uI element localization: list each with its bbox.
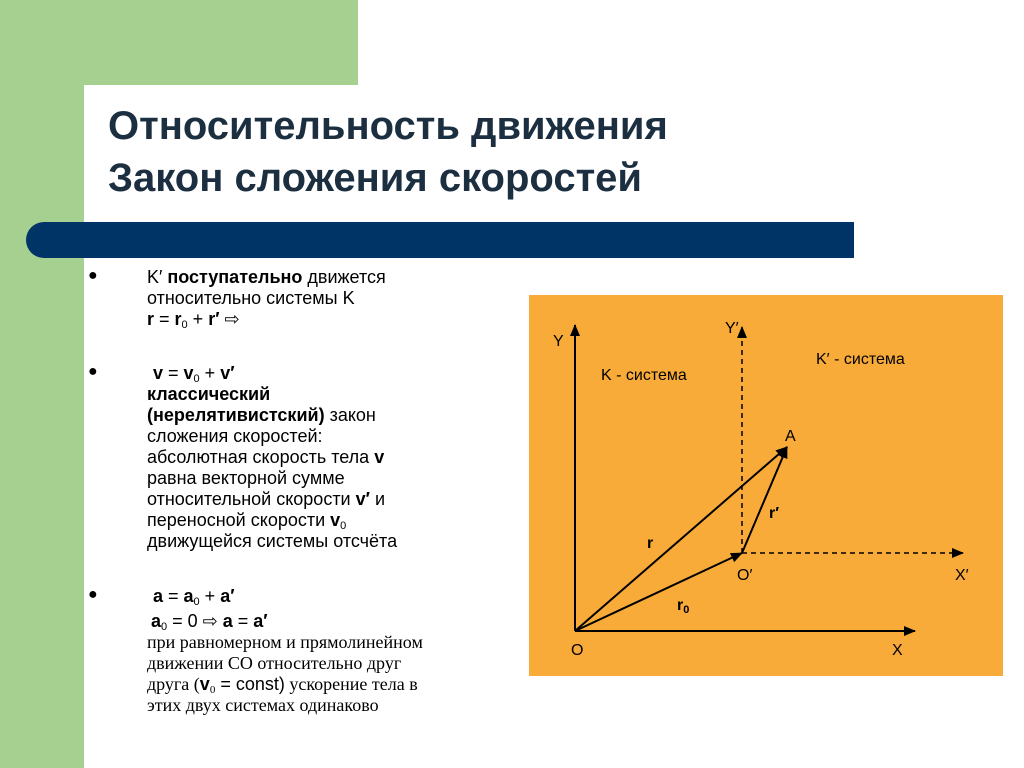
b3-line-4: движении СО относительно друг bbox=[147, 653, 402, 673]
vec-v0: v bbox=[183, 363, 194, 383]
bullet-marker-1: ● bbox=[88, 267, 98, 284]
b2-text: закон bbox=[324, 405, 376, 425]
label-x-prime: X′ bbox=[955, 567, 969, 584]
bullet-3 bbox=[147, 586, 423, 716]
b3-text: друга ( bbox=[147, 674, 200, 694]
vec-a: a bbox=[151, 611, 162, 631]
b2-line-7 bbox=[147, 489, 397, 510]
b2-line-4: сложения скоростей: bbox=[147, 426, 323, 446]
b3-plus: + bbox=[199, 586, 221, 606]
b2-line-9: движущейся системы отсчёта bbox=[147, 531, 398, 551]
vec-v-prime: v′ bbox=[220, 363, 235, 383]
label-point-a: A bbox=[785, 428, 796, 445]
b2-line-1 bbox=[147, 363, 397, 384]
label-k-prime-system: K′ - система bbox=[816, 351, 905, 368]
label-y: Y bbox=[553, 333, 564, 350]
b3-sub: 0 bbox=[193, 596, 200, 608]
b1-sub: 0 bbox=[181, 319, 188, 331]
label-k-system: K - система bbox=[601, 367, 687, 384]
bullet-2 bbox=[147, 363, 397, 552]
b3-sub: 0 bbox=[161, 621, 168, 633]
b2-plus: + bbox=[199, 363, 221, 383]
b1-line-3 bbox=[147, 309, 386, 330]
vector-r-prime bbox=[742, 447, 787, 553]
b3-text: = 0 ⇨ bbox=[167, 611, 223, 631]
bullet-marker-2: ● bbox=[88, 363, 98, 380]
top-decor-band bbox=[0, 0, 358, 85]
label-o-prime: O′ bbox=[737, 567, 753, 584]
b2-text: переносной скорости bbox=[147, 510, 331, 530]
vec-r-prime: r′ bbox=[208, 309, 220, 329]
b3-eq: = bbox=[163, 586, 184, 606]
label-r0 bbox=[677, 597, 689, 615]
vec-r0: r bbox=[174, 309, 182, 329]
page-title bbox=[108, 100, 668, 204]
vec-v: v bbox=[374, 447, 385, 467]
label-r0-main: r bbox=[677, 597, 684, 614]
title-line-1: Относительность движения bbox=[108, 104, 668, 148]
vec-v0: v bbox=[199, 674, 210, 694]
title-line-2: Закон сложения скоростей bbox=[108, 156, 643, 200]
title-divider-bar bbox=[26, 222, 854, 258]
b2-line-3 bbox=[147, 405, 397, 426]
b2-line-2 bbox=[147, 384, 397, 405]
b2-text: и bbox=[369, 489, 386, 509]
b3-line-3: при равномерном и прямолинейном bbox=[147, 632, 423, 652]
b3-line-1 bbox=[147, 586, 423, 607]
b2-line-5 bbox=[147, 447, 397, 468]
label-r-prime: r′ bbox=[769, 505, 780, 522]
b2-sub: 0 bbox=[193, 373, 200, 385]
b3-line-2 bbox=[147, 611, 423, 632]
vec-v-prime: v′ bbox=[355, 489, 370, 509]
b3-line-5 bbox=[147, 674, 423, 695]
label-r: r bbox=[647, 535, 654, 552]
vec-a: a bbox=[153, 586, 164, 606]
b2-bold: (нерелятивистский) bbox=[147, 405, 325, 425]
implies-arrow: ⇨ bbox=[219, 309, 240, 329]
bullet-1 bbox=[147, 267, 386, 330]
label-y-prime: Y′ bbox=[725, 320, 739, 337]
vector-r0 bbox=[575, 553, 742, 631]
reference-frames-diagram bbox=[529, 295, 1003, 676]
label-r0-sub: 0 bbox=[683, 604, 690, 616]
left-decor-band bbox=[0, 0, 84, 768]
b2-sub: 0 bbox=[340, 520, 347, 532]
bullet-marker-3: ● bbox=[88, 586, 98, 603]
b3-eq: = bbox=[232, 611, 254, 631]
vec-r: r bbox=[147, 309, 155, 329]
vec-a0: a bbox=[183, 586, 194, 606]
vec-a: a bbox=[222, 611, 233, 631]
vec-a-prime: a′ bbox=[253, 611, 268, 631]
b3-line-6: этих двух системах одинаково bbox=[147, 695, 379, 715]
vec-a-prime: a′ bbox=[220, 586, 235, 606]
label-x: X bbox=[892, 642, 903, 659]
b1-bold: поступательно bbox=[167, 267, 303, 287]
b1-text: K′ bbox=[147, 267, 168, 287]
b3-text: ускорение тела в bbox=[284, 674, 418, 694]
b1-eq: = bbox=[154, 309, 175, 329]
b2-text: абсолютная скорость тела bbox=[147, 447, 375, 467]
b2-line-8 bbox=[147, 510, 397, 531]
b3-sub: 0 bbox=[209, 684, 216, 696]
b2-text: относительной скорости bbox=[147, 489, 356, 509]
b2-line-6: равна векторной сумме bbox=[147, 468, 345, 488]
diagram-svg bbox=[529, 295, 1003, 676]
vec-v0: v bbox=[330, 510, 341, 530]
b1-plus: + bbox=[187, 309, 209, 329]
b3-const: = const) bbox=[215, 674, 285, 694]
vec-v: v bbox=[153, 363, 164, 383]
label-origin-o: O bbox=[571, 642, 584, 659]
b1-line-2: относительно системы K bbox=[147, 288, 355, 308]
b2-eq: = bbox=[163, 363, 184, 383]
b1-text: движется bbox=[302, 267, 386, 287]
b2-bold: классический bbox=[147, 384, 271, 404]
b1-line-1 bbox=[147, 267, 386, 288]
